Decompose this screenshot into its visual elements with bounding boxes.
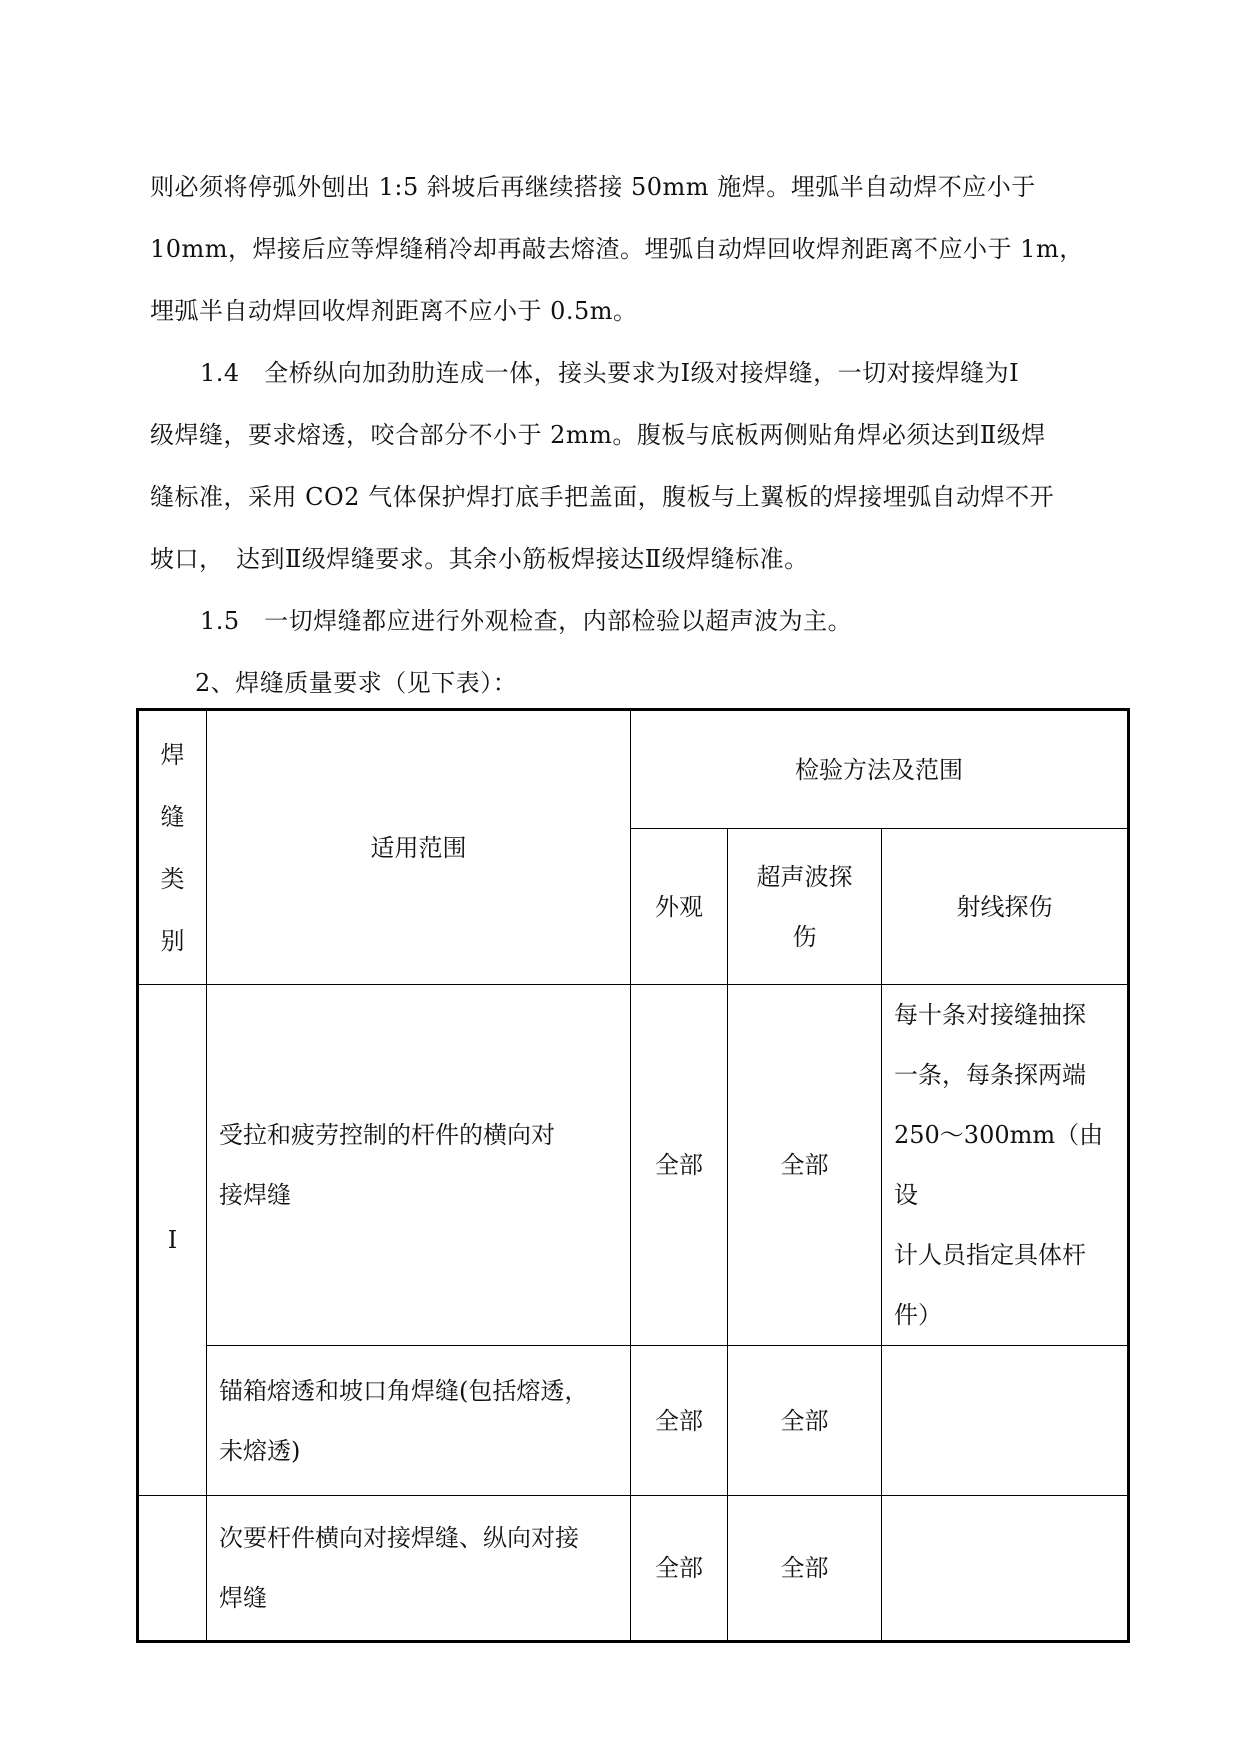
header-ultrasonic [728, 829, 882, 985]
row-radiographic [882, 1346, 1129, 1496]
row-scope-line: 受拉和疲劳控制的杆件的横向对 [219, 1121, 555, 1149]
row-appearance: 全部 [631, 1496, 728, 1642]
row-scope-line: 焊缝 [219, 1584, 267, 1612]
text-line: 则必须将停弧外刨出 1:5 斜坡后再继续搭接 50mm 施焊。埋弧半自动焊不应小于 [150, 173, 1036, 201]
row-scope-line: 接焊缝 [219, 1181, 291, 1209]
text-line: 1.4 全桥纵向加劲肋连成一体，接头要求为Ⅰ级对接焊缝，一切对接焊缝为Ⅰ [200, 359, 1020, 387]
row-radiographic-line: 250～300mm（由设 [894, 1121, 1104, 1209]
row-radiographic-line: 计人员指定具体杆 [894, 1241, 1086, 1269]
row-ultrasonic: 全部 [728, 1346, 882, 1496]
row-scope [207, 985, 631, 1346]
row-scope-line: 次要杆件横向对接焊缝、纵向对接 [219, 1524, 579, 1552]
row-ultrasonic: 全部 [728, 985, 882, 1346]
row-radiographic-line: 一条，每条探两端 [894, 1061, 1086, 1089]
header-category [138, 710, 207, 985]
header-appearance: 外观 [631, 829, 728, 985]
row-radiographic-line: 件） [894, 1301, 942, 1329]
header-category-char: 焊 [160, 740, 185, 769]
header-category-char: 别 [160, 926, 185, 955]
row-ultrasonic: 全部 [728, 1496, 882, 1642]
table-header-row [138, 710, 1129, 829]
table-row [138, 985, 1129, 1346]
text-line: 级焊缝，要求熔透，咬合部分不小于 2mm。腹板与底板两侧贴角焊必须达到Ⅱ级焊 [150, 421, 1046, 449]
header-method-group: 检验方法及范围 [631, 710, 1129, 829]
header-category-char: 类 [160, 864, 185, 893]
row-radiographic [882, 985, 1129, 1346]
header-scope: 适用范围 [207, 710, 631, 985]
row-scope [207, 1496, 631, 1642]
text-line: 1.5 一切焊缝都应进行外观检查，内部检验以超声波为主。 [200, 607, 853, 635]
row-scope [207, 1346, 631, 1496]
row-scope-line: 锚箱熔透和坡口角焊缝(包括熔透， [219, 1376, 589, 1405]
row-scope-line: 未熔透) [219, 1436, 301, 1465]
row-radiographic-line: 每十条对接缝抽探 [894, 1001, 1086, 1029]
row-appearance: 全部 [631, 1346, 728, 1496]
text-line: 坡口， 达到Ⅱ级焊缝要求。其余小筋板焊接达Ⅱ级焊缝标准。 [150, 545, 809, 573]
text-line: 2、焊缝质量要求（见下表）： [195, 669, 518, 697]
table-row [138, 1346, 1129, 1496]
text-line: 10mm，焊接后应等焊缝稍冷却再敲去熔渣。埋弧自动焊回收焊剂距离不应小于 1m， [150, 235, 1084, 263]
row-category [138, 1496, 207, 1642]
row-category: Ⅰ [138, 985, 207, 1496]
header-category-char: 缝 [160, 802, 185, 831]
row-appearance: 全部 [631, 985, 728, 1346]
weld-quality-table [136, 708, 1130, 1643]
text-line: 缝标准，采用 CO2 气体保护焊打底手把盖面，腹板与上翼板的焊接埋弧自动焊不开 [150, 483, 1055, 511]
row-radiographic [882, 1496, 1129, 1642]
header-ultrasonic-line: 伤 [792, 922, 817, 951]
text-line: 埋弧半自动焊回收焊剂距离不应小于 0.5m。 [150, 297, 638, 325]
table-row [138, 1496, 1129, 1642]
header-ultrasonic-line: 超声波探 [756, 862, 853, 891]
header-radiographic: 射线探伤 [882, 829, 1129, 985]
